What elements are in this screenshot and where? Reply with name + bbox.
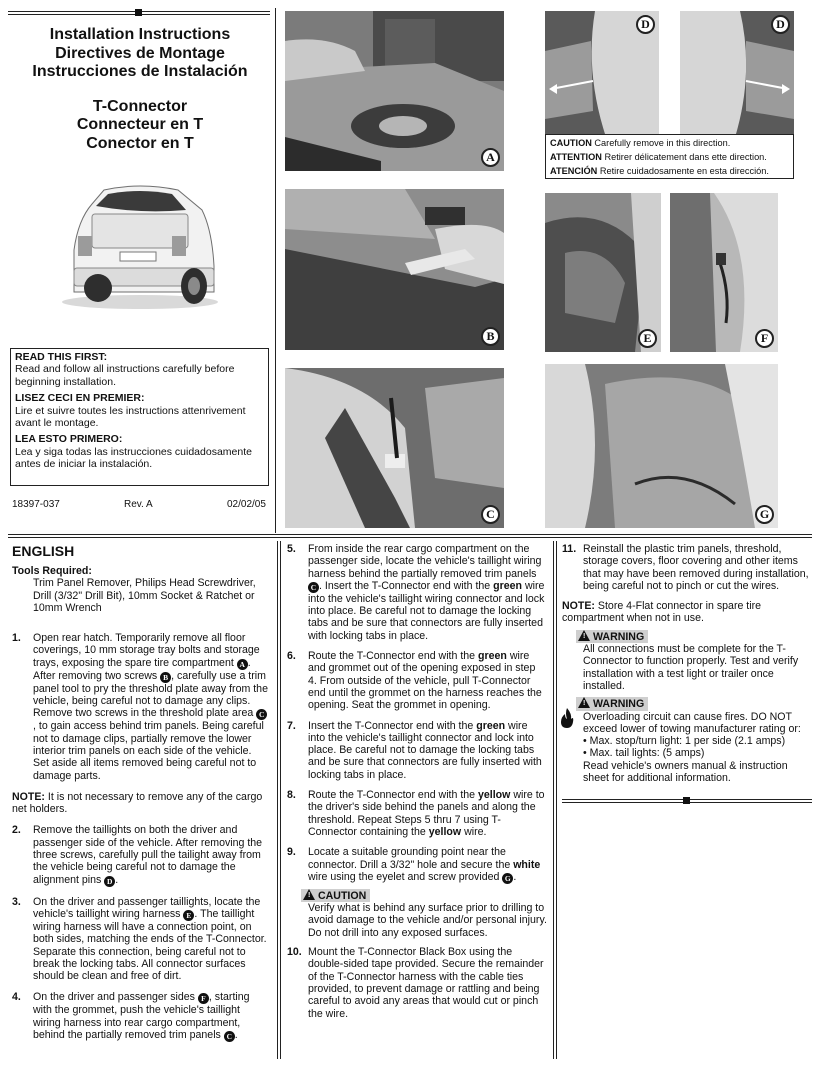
step-9-text-a: Locate a suitable grounding point near the connector. Drill a 3/32" hole and secure the [308,846,511,871]
step-6-text-a: Route the T-Connector end with the [308,650,476,663]
warning-heading-2 [576,697,648,710]
step-5-text-b: . Insert the T-Connector end with the [319,579,491,592]
step-2-text-b: . [115,873,119,886]
step-9 [287,846,547,884]
read-first-heading-es: LEA ESTO PRIMERO: [15,433,123,446]
step-10-number: 10. [287,946,302,959]
warning-heading-1-text: WARNING [593,630,645,643]
step-11-number: 11. [562,543,577,555]
title-column-divider [275,8,276,533]
step-3 [12,896,270,983]
step-6-wire-color: green [478,650,507,663]
step-9-text-c: . [513,870,517,883]
language-heading: ENGLISH [12,543,75,559]
step-11-text: Reinstall the plastic trim panels, threshold, storage covers, floor covering and other items that may have been removed during installation, being careful not to pinch or cut the wires. [583,543,809,592]
title-french: Directives de Montage [55,44,225,62]
read-first-text-es: Lea y siga todas las instrucciones cuidadosamente antes de iniciar la instalación. [15,445,252,471]
caution-label-fr: ATTENTION [550,152,602,163]
note-2-label: NOTE: [562,600,595,613]
photo-c [285,368,504,528]
step-4-text-a: On the driver and passenger sides [33,991,195,1004]
read-first-text-fr: Lire et suivre toutes les instructions attenrivement avant le montage. [15,404,246,430]
step-7-wire-color: green [476,719,506,732]
step-10-text: Mount the T-Connector Black Box using the double-sided tape provided. Secure the remainder of the T-Connector harness with the cable ties provided, to prevent damage or rattling and being careful to avoid any areas that would cut or pinch the wire. [308,946,544,1020]
read-first-text-en: Read and follow all instructions carefully before beginning installation. [15,363,235,388]
caution-label-en: CAUTION [550,138,592,148]
step-6-text-b: wire and grommet out of the opening exposed in step 4. From outside of the vehicle, pull T-Connector end until the grommet on the harness reaches the opening. Seat the grommet in opening. [308,650,542,712]
read-first-heading-fr: LISEZ CECI EN PREMIER: [15,392,145,405]
step-3-text-a: On the driver and passenger taillights, locate the vehicle's taillight wiring harness [33,895,261,920]
text-column-divider-4 [556,541,557,1059]
step-9-text-b: wire using the eyelet and screw provided [308,870,500,883]
photo-b [285,189,504,350]
step-4-text-c: . [234,1029,238,1042]
step-2 [12,824,270,886]
step-1-text-a: Open rear hatch. Temporarily remove all floor coverings, 10 mm storage tray bolts and storage trays, exposing the spare tire compartment [33,632,260,669]
ref-photo-c-2: C [224,1031,235,1042]
caution-text: Verify what is behind any surface prior to drilling to avoid damage to the vehicle and/or personal injury. Do not drill into any exposed surfaces. [308,902,547,939]
text-column-divider-3 [553,541,554,1059]
photo-label-a: A [481,148,500,167]
step-7-text-b: wire into the vehicle's taillight connector and lock into place. Be careful not to damage the locking tabs and be sure that connectors are fully inserted with locking tabs in place. [308,719,542,781]
revision-date: 02/02/05 [227,499,266,510]
warning-notice-1 [562,627,812,692]
note-2 [562,600,812,625]
photo-d-right [680,11,794,134]
step-7-text-a: Insert the T-Connector end with the [308,719,474,732]
warning-triangle-icon: ! [578,630,590,641]
ref-photo-a: A [237,659,248,670]
caution-text-en: Carefully remove in this direction. [594,138,731,148]
warning-1-text: All connections must be complete for the T-Connector to function properly. Test and verify installation with a test light or trailer once installed. [583,643,799,692]
note-1-text: It is not necessary to remove any of the cargo net holders. [12,790,263,816]
photo-e [545,193,661,352]
caution-heading [301,889,370,902]
tools-heading: Tools Required: [12,565,92,577]
photo-label-g: G [755,505,774,524]
step-4-text-b: , starting with the grommet, push the vehicle's taillight wiring harness into rear cargo compartment, behind the partially removed trim panels [33,991,250,1042]
step-3-text-b: . The taillight wiring harness will have a connection point, on both sides, matching the ends of the T-Connector. Separate this connection, being careful not to break the locking tabs. All connector surfaces should be clean and free of dirt. [33,907,267,983]
step-6-number: 6. [287,650,296,663]
step-5-text-a: From inside the rear cargo compartment on the passenger side, locate the vehicle's taillight wiring harness behind the partially removed trim panels [308,543,542,580]
photo-label-f: F [755,329,774,348]
step-7 [287,720,547,781]
text-column-1 [12,543,270,1042]
photo-label-b: B [481,327,500,346]
ref-photo-c: C [256,709,267,720]
photo-label-d-left: D [636,15,655,34]
caution-label-es: ATENCIÓN [550,166,598,177]
step-5 [287,543,547,642]
step-10 [287,946,547,1020]
step-7-number: 7. [287,719,296,732]
step-1 [12,632,270,782]
step-1-text-b: . After removing two screws [33,656,251,682]
warning-2-text: Overloading circuit can cause fires. DO NOT exceed lower of towing manufacturer rating or: [583,710,801,735]
text-column-divider-2 [280,541,281,1059]
ref-photo-c-3: C [308,582,319,593]
warning-2-bullet-1: • Max. stop/turn light: 1 per side (2.1 amps) [583,735,786,748]
title-spanish: Instrucciones de Instalación [32,63,248,80]
warning-notice-2 [562,694,812,784]
photo-label-d-right: D [771,15,790,34]
caution-text-es: Retire cuidadosamente en esta dirección. [599,166,769,177]
note-2-text: Store 4-Flat connector in spare tire compartment when not in use. [562,600,762,625]
fire-icon [560,708,574,728]
step-2-number: 2. [12,824,21,837]
step-4-number: 4. [12,991,21,1004]
product-spanish: Conector en T [86,134,194,152]
step-4 [12,991,270,1042]
step-8-text-c: wire. [464,825,487,838]
step-11 [562,543,812,592]
section-rule-2 [8,537,812,538]
step-1-text-d: , to gain access behind trim panels. Being careful not to damage clips, partially remove the lower interior trim panels on each side of the vehicle. Set aside all items removed being careful not to damage parts. [33,720,264,782]
ref-photo-b: B [160,672,171,683]
product-english: T-Connector [92,97,188,115]
caution-notice [287,886,547,939]
text-column-3 [562,543,812,784]
top-rule-marker [135,9,142,16]
revision: Rev. A [124,499,153,510]
ref-photo-d: D [104,876,115,887]
read-first-heading-en: READ THIS FIRST: [15,351,108,363]
step-9-number: 9. [287,846,296,859]
warning-heading-1 [576,630,648,643]
text-column-2 [287,543,547,1020]
step-9-wire-color: white [513,858,541,871]
caution-heading-text: CAUTION [318,889,367,902]
step-6 [287,650,547,711]
photo-g [545,364,778,528]
step-5-text-c: wire into the vehicle's taillight wiring connector and lock into place. Be careful not to damage the locking tabs and be sure that connectors are fully inserted with locking tabs in place. [308,579,545,642]
product-french: Connecteur en T [76,116,204,133]
caution-box [545,134,794,179]
read-first-box [10,348,269,486]
step-8-text-a: Route the T-Connector end with the [308,789,476,802]
warning-heading-2-text: WARNING [593,698,645,711]
text-column-divider-1 [277,541,278,1059]
ref-photo-e: E [183,910,194,921]
photo-label-e: E [638,329,657,348]
step-8-number: 8. [287,789,296,802]
step-2-text-a: Remove the taillights on both the driver and passenger side of the vehicle. After removing the three screws, carefully pull the tailight away from the vehicle being careful not to damage the alignment pins [33,824,263,886]
note-1-label: NOTE: [12,790,45,803]
step-8 [287,789,547,838]
step-8-text-b: wire to the driver's side behind the panels and along the threshold. Repeat Steps 5 thru 7 using T-Connector containing the [308,789,545,838]
note-1 [12,791,270,816]
document-title [8,26,272,153]
step-8-wire-color-2: yellow [428,825,462,838]
photo-f [670,193,778,352]
ref-photo-f: F [198,993,209,1004]
warning-triangle-icon: ! [578,697,590,708]
warning-2-bullet-2: • Max. tail lights: (5 amps) [583,747,705,760]
caution-text-fr: Retirer délicatement dans ette direction. [604,152,767,163]
photo-a [285,11,504,171]
tools-text: Trim Panel Remover, Philips Head Screwdriver, Drill (3/32" Drill Bit), 10mm Socket & Ratchet or 10mm Wrench [33,577,256,614]
part-number: 18397-037 [12,499,60,510]
photo-d-left [545,11,659,134]
step-5-wire-color: green [493,579,522,592]
section-rule-1 [8,534,812,535]
step-5-number: 5. [287,543,296,555]
step-1-number: 1. [12,632,21,645]
step-3-number: 3. [12,895,21,908]
step-8-wire-color: yellow [478,789,511,802]
bottom-rule-marker [683,797,690,804]
step-1-text-c: , carefully use a trim panel tool to pry the threshold plate away from the vehicle, being careful not to damage any clips. Remove two screws in the threshold plate area [33,669,268,720]
warning-2-tail: Read vehicle's owners manual & instruction sheet for additional information. [583,759,788,785]
ref-photo-g: G [502,873,513,884]
vehicle-photo [60,180,220,312]
warning-triangle-icon: ! [303,889,315,900]
title-english: Installation Instructions [49,26,231,43]
photo-label-c: C [481,505,500,524]
